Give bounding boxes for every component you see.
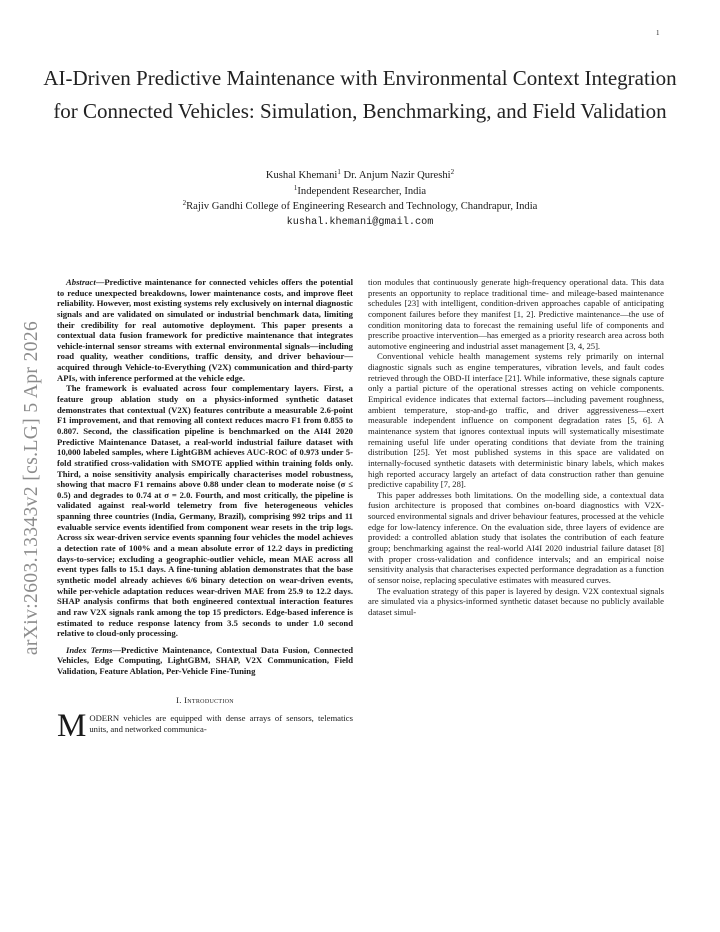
affiliation-line (60, 199, 660, 215)
author-line (60, 168, 660, 184)
introduction-start (57, 708, 353, 745)
intro-paragraph-continued: tion modules that continuously generate high-frequency operational data. This data presents an opportunity to replace traditional time- and mileage-based maintenance schedules [23] with intelligent, condition-driven approaches capable of anticipating component failures before they manifest [1, 2]. Predictive maintenance—the use of condition monitoring data to forecast the remaining useful life of components and prescribe proactive intervention—has emerged as a priority research area across both automotive engineering and industrial asset management [3, 4, 25]. (368, 277, 664, 351)
affiliation: Rajiv Gandhi College of Engineering Research and Technology, Chandrapur, India (186, 201, 538, 212)
drop-cap: M (57, 708, 87, 745)
author-block (60, 168, 660, 230)
affiliation-sup: 2 (182, 199, 187, 207)
abstract-text: Predictive maintenance for connected vehicles offers the potential to reduce unexpected breakdowns, lower maintenance costs, and improve fleet reliability. However, most existing systems rely exclusively on internal diagnostic signals and are validated on simulated or industrial benchmark data, limiting their credibility for real automotive deployment. This paper presents a contextual data fusion framework for predictive maintenance that integrates vehicle-internal sensor streams with external environmental signals—including road quality, weather conditions, traffic density, and driver behaviour—acquired through Vehicle-to-Everything (V2X) communication and third-party APIs, with inference performed at the vehicle edge. (57, 277, 353, 383)
arxiv-watermark: arXiv:2603.13343v2 [cs.LG] 5 Apr 2026 (21, 320, 42, 656)
abstract-paragraph: Abstract—Predictive maintenance for connected vehicles offers the potential to reduce unexpected breakdowns, lower maintenance costs, and improve fleet reliability. However, most existing systems rely exclusively on internal diagnostic signals and are validated on simulated or industrial benchmark data, limiting their credibility for real automotive deployment. This paper presents a contextual data fusion framework for predictive maintenance that integrates vehicle-internal sensor streams with external environmental signals—including road quality, weather conditions, traffic density, and driver behaviour—acquired through Vehicle-to-Everything (V2X) communication and third-party APIs, with inference performed at the vehicle edge. (57, 277, 353, 383)
intro-paragraph: The evaluation strategy of this paper is layered by design. V2X contextual signals are simulated via a physics-informed synthetic dataset because no publicly available dataset simul- (368, 585, 664, 617)
affiliation: Independent Researcher, India (297, 185, 427, 197)
abstract-paragraph: The framework is evaluated across four complementary layers. First, a feature group ablation study on a physics-informed synthetic dataset demonstrates that contextual (V2X) features contribute a measurable 2.6-point F1 improvement, and that removing all context reduces macro F1 from 0.855 to 0.807. Second, the classification pipeline is benchmarked on the AI4I 2020 Predictive Maintenance Dataset, a real-world industrial failure dataset with 10,000 labeled samples, where LightGBM achieves AUC-ROC of 0.973 under 5-fold stratified cross-validation with SMOTE applied within training folds only. Third, a noise sensitivity analysis empirically characterises model robustness, showing that macro F1 remains above 0.88 under clean to moderate noise (σ ≤ 0.5) and degrades to 0.74 at σ = 2.0. Fourth, and most critically, the pipeline is validated against real-world telemetry from five heterogeneous vehicles spanning three countries (India, Germany, Brazil), comprising 992 trips and 11 evaluable service events identified from component wear resets in the trip logs. Across six wear-driven service events spanning four vehicles the model achieves a detection rate of 100% and a mean absolute error of 12.2 days in predicting days-to-service; excluding a geographic-outlier vehicle, mean MAE across all event types falls to 15.1 days. A fine-tuning ablation demonstrates that the base synthetic model already achieves 6/6 binary detection on wear-driven events, while per-vehicle adaptation reduces wear-driven MAE from 25.9 to 12.2 days. SHAP analysis confirms that both engineered contextual interaction features and raw V2X signals rank among the top 15 predictors. Edge-based inference is estimated to reduce response latency from 3.5 seconds to under 1.0 second relative to cloud-only processing. (57, 383, 353, 639)
index-terms-label: Index Terms (66, 644, 113, 655)
intro-paragraph (57, 708, 353, 745)
intro-paragraph: This paper addresses both limitations. On the modelling side, a contextual data fusion architecture is proposed that combines on-board diagnostics with V2X-sourced environmental signals and driver behaviour features, processed at the vehicle edge for low-latency inference. On the evaluation side, three layers of evidence are provided: a controlled ablation study that isolates the contribution of each feature group; benchmarking against the real-world AI4I 2020 industrial failure dataset [8] with proper cross-validation and confidence intervals; and an empirical noise sensitivity analysis that characterises expected performance degradation as a function of sensor noise, replacing speculative estimates with measured curves. (368, 489, 664, 585)
affiliation-line (60, 184, 660, 200)
intro-text: ODERN vehicles are equipped with dense arrays of sensors, telematics units, and networked communica- (89, 713, 353, 734)
author-name: Dr. Anjum Nazir Qureshi (343, 170, 451, 181)
section-heading: I. Introduction (176, 694, 234, 705)
author-email: kushal.khemani@gmail.com (286, 216, 434, 228)
index-terms: Index Terms—Predictive Maintenance, Contextual Data Fusion, Connected Vehicles, Edge Computing, LightGBM, SHAP, V2X Communication, Field Validation, Feature Ablation, Per-Vehicle Fine-Tuning (57, 644, 353, 677)
author-sup: 1 (337, 168, 341, 176)
right-column (368, 277, 664, 618)
abstract-label: Abstract (66, 277, 96, 287)
page-number: 1 (656, 29, 660, 37)
left-column (57, 277, 353, 745)
affiliation-sup: 1 (293, 183, 298, 192)
author-sup: 2 (450, 168, 455, 176)
paper-title: AI-Driven Predictive Maintenance with Environmental Context Integration for Connected Vehicles: Simulation, Benchmarking, and Field Validation (43, 66, 677, 123)
index-terms-text: Predictive Maintenance, Contextual Data Fusion, Connected Vehicles, Edge Computing, LightGBM, SHAP, V2X Communication, Field Validation, Feature Ablation, Per-Vehicle Fine-Tuning (57, 644, 353, 677)
author-name: Kushal Khemani (265, 170, 338, 181)
abstract (57, 277, 353, 639)
intro-paragraph: Conventional vehicle health management systems rely primarily on internal diagnostic signals such as engine temperatures, vibration levels, and fault codes retrieved through the OBD-II interface [21]. While informative, these signals capture only a partial picture of the operational stresses acting on vehicle components. Empirical evidence indicates that external factors—including pavement roughness, ambient temperature, stop-and-go traffic, and driver aggressiveness—exert measurable independent influence on component degradation rates [5, 6]. A maintenance system that ignores contextual inputs will systematically misestimate remaining useful life under operating conditions that deviate from the training distribution [25]. Yet most published systems in this space are validated on internally-focused synthetic datasets with deterministic binary labels, which makes high reported accuracy largely an artefact of data construction rather than genuine predictive capability [7, 28]. (368, 351, 664, 490)
